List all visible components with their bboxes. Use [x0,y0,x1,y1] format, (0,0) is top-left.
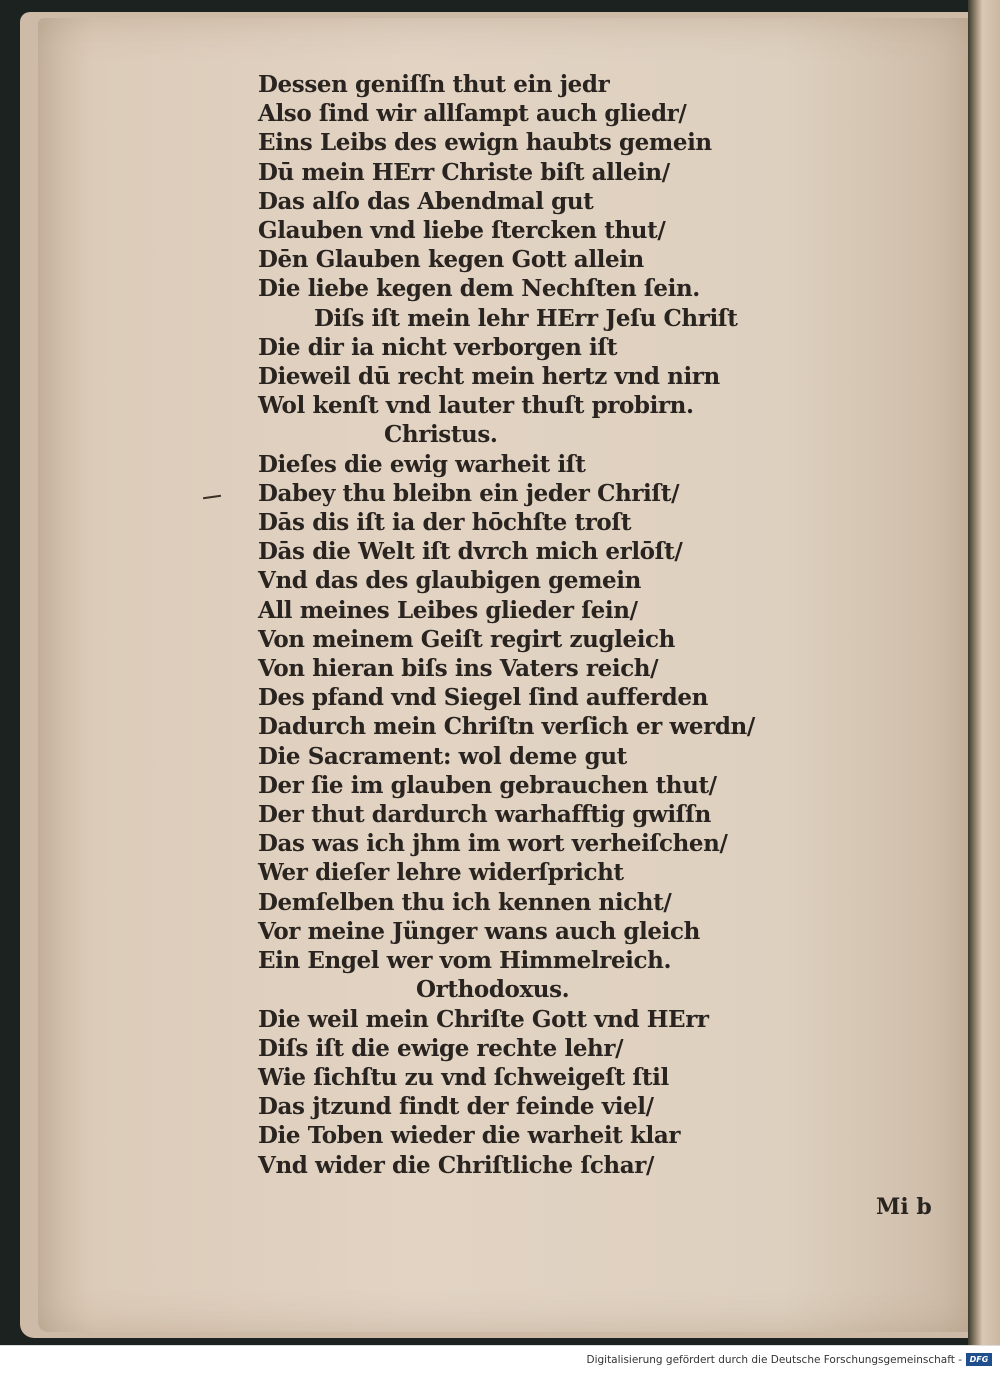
poem-line: Des pfand vnd Siegel ſind aufferden [258,684,708,712]
poem-line: Das was ich jhm im wort verheiſchen/ [258,830,728,858]
poem-text [258,70,778,1180]
poem-line: Von hieran biſs ins Vaters reich/ [258,655,659,683]
poem-line: Vnd das des glaubigen gemein [258,567,641,595]
poem-line: Dieſes die ewig warheit iſt [258,450,586,478]
binding-edge [968,0,1000,1345]
poem-line: Dieweil dū recht mein hertz vnd nirn [258,363,720,391]
poem-line: Wol kenſt vnd lauter thuſt probirn. [258,392,694,420]
poem-line: Die liebe kegen dem Nechſten ſein. [258,275,700,303]
poem-line: Dū mein HErr Christe biſt allein/ [258,158,670,186]
poem-line: Wer dieſer lehre widerſpricht [258,859,624,887]
poem-line: Dabey thu bleibn ein jeder Chriſt/ [258,479,680,507]
poem-line: Das alſo das Abendmal gut [258,187,594,215]
poem-line: Vor meine Jünger wans auch gleich [258,917,700,945]
poem-line: Dēn Glauben kegen Gott allein [258,246,644,274]
poem-line: Dessen geniſſn thut ein jedr [258,71,610,98]
poem-line: Von meinem Geiſt regirt zugleich [258,625,675,653]
speaker-heading: Christus. [384,421,498,449]
poem-line: Ein Engel wer vom Himmelreich. [258,947,672,975]
poem-line: Die Sacrament: wol deme gut [258,742,627,770]
funding-credit: Digitalisierung gefördert durch die Deutsche Forschungsgemeinschaft - [586,1354,962,1366]
signature-catchword: Mi b [876,1194,932,1220]
poem-line: Die weil mein Chriſte Gott vnd HErr [258,1005,709,1033]
poem-line: Dadurch mein Chriſtn verſich er werdn/ [258,713,755,741]
poem-line: All meines Leibes glieder ſein/ [258,596,638,624]
poem-line: Demſelben thu ich kennen nicht/ [258,888,672,916]
poem-line: Der ſie im glauben gebrauchen thut/ [258,771,717,799]
poem-line: Eins Leibs des ewign haubts gemein [258,129,712,157]
poem-line: Die dir ia nicht verborgen iſt [258,333,618,361]
poem-line: Glauben vnd liebe ſtercken thut/ [258,217,666,245]
speaker-heading: Orthodoxus. [416,976,570,1004]
footer-bar [0,1345,1000,1375]
dfg-logo-icon: DFG [966,1353,992,1366]
poem-line: Also ſind wir allſampt auch gliedr/ [258,100,687,128]
poem-line: Die Toben wieder die warheit klar [258,1122,681,1150]
poem-line: Vnd wider die Chriſtliche ſchar/ [258,1151,654,1179]
poem-line: Der thut dardurch warhafftig gwiſſn [258,801,711,829]
poem-line: Dās dis iſt ia der hōchſte troſt [258,509,632,537]
poem-line: Diſs iſt mein lehr HErr Jeſu Chriſt [314,304,738,332]
poem-line: Wie ſichſtu zu vnd ſchweigeſt ſtil [258,1063,669,1091]
poem-line: Diſs iſt die ewige rechte lehr/ [258,1034,624,1062]
poem-line: Dās die Welt iſt dvrch mich erlōſt/ [258,538,683,566]
poem-line: Das jtzund findt der feinde viel/ [258,1093,654,1121]
